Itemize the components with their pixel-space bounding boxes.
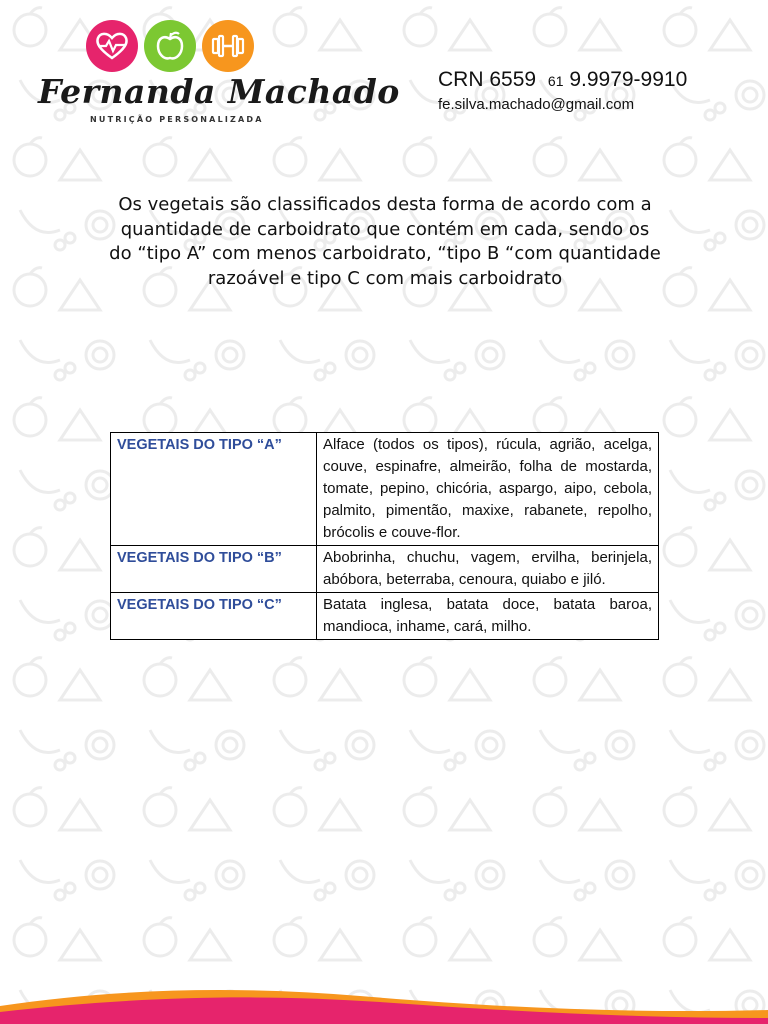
vegetable-type-label: VEGETAIS DO TIPO “B” bbox=[111, 546, 317, 593]
contact-email: fe.silva.machado@gmail.com bbox=[438, 96, 635, 113]
table-row bbox=[111, 593, 659, 640]
crn-number: CRN 6559 bbox=[438, 68, 537, 91]
footer-wave bbox=[0, 984, 768, 1024]
table-row bbox=[111, 546, 659, 593]
intro-paragraph: Os vegetais são classificados desta forma de acordo com a quantidade de carboidrato que contém em cada, sendo os do “tipo A” com menos carboidrato, “tipo B “com quantidade razoável e tipo C com mais carboidrato bbox=[109, 194, 661, 289]
apple-icon bbox=[144, 20, 196, 72]
logo-icons bbox=[86, 20, 254, 72]
phone-area-code: 61 bbox=[547, 73, 564, 89]
vegetable-list: Batata inglesa, batata doce, batata baroa, mandioca, inhame, cará, milho. bbox=[317, 593, 659, 640]
dumbbell-icon bbox=[202, 20, 254, 72]
heart-pulse-icon bbox=[86, 20, 138, 72]
contact-info bbox=[438, 68, 687, 113]
contact-registration-phone bbox=[438, 68, 687, 92]
vegetables-table bbox=[110, 432, 659, 640]
brand-subtitle: NUTRIÇÃO PERSONALIZADA bbox=[90, 115, 264, 124]
phone-number: 9.9979-9910 bbox=[569, 68, 688, 91]
vegetable-type-label: VEGETAIS DO TIPO “A” bbox=[111, 433, 317, 546]
vegetable-type-label: VEGETAIS DO TIPO “C” bbox=[111, 593, 317, 640]
brand-name: Fernanda Machado bbox=[38, 72, 400, 111]
vegetable-list: Alface (todos os tipos), rúcula, agrião, acelga, couve, espinafre, almeirão, folha de mostarda, tomate, pepino, chicória, aspargo, aipo, cebola, palmito, pimentão, maxixe, rabanete, repolho, brócolis e couve-flor. bbox=[317, 433, 659, 546]
vegetable-list: Abobrinha, chuchu, vagem, ervilha, berinjela, abóbora, beterraba, cenoura, quiabo e jiló. bbox=[317, 546, 659, 593]
brand-logo bbox=[36, 18, 400, 130]
table-row bbox=[111, 433, 659, 546]
